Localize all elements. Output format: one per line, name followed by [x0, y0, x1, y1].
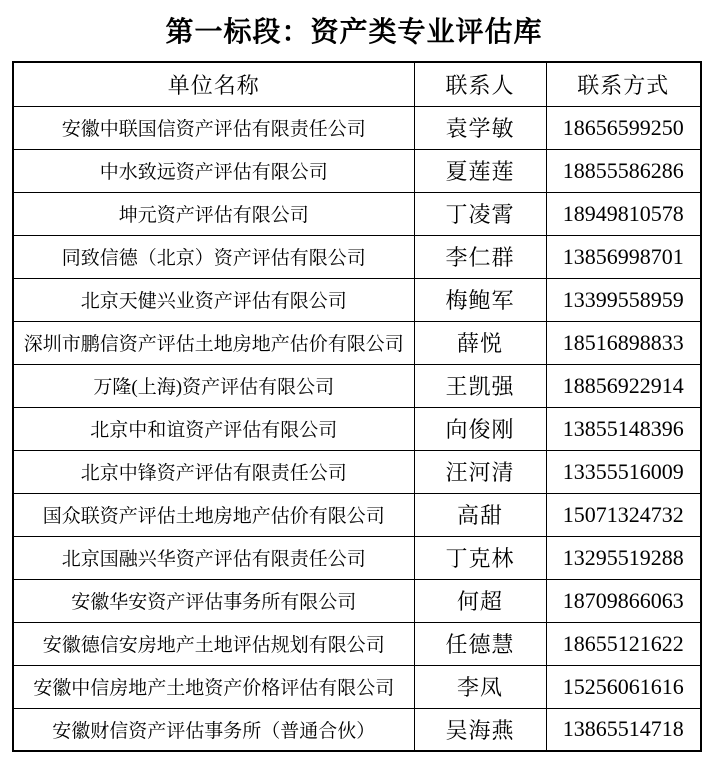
contact-person-cell: 夏莲莲: [414, 149, 546, 192]
phone-number-cell: 18656599250: [546, 106, 701, 149]
phone-number-cell: 18516898833: [546, 321, 701, 364]
table-row: [13, 450, 701, 493]
company-name-cell: 安徽华安资产评估事务所有限公司: [13, 579, 414, 622]
table-row: [13, 579, 701, 622]
table-row: [13, 278, 701, 321]
phone-number-cell: 18655121622: [546, 622, 701, 665]
table-row: [13, 106, 701, 149]
company-name-cell: 北京中和谊资产评估有限公司: [13, 407, 414, 450]
company-name-cell: 万隆(上海)资产评估有限公司: [13, 364, 414, 407]
table-row: [13, 407, 701, 450]
table-row: [13, 235, 701, 278]
phone-number-cell: 18709866063: [546, 579, 701, 622]
phone-number-cell: 13855148396: [546, 407, 701, 450]
table-row: [13, 536, 701, 579]
contact-person-cell: 王凯强: [414, 364, 546, 407]
page-title: 第一标段：资产类专业评估库: [165, 17, 543, 48]
table-header-row: [13, 62, 701, 106]
phone-number-cell: 15071324732: [546, 493, 701, 536]
contact-person-cell: 向俊刚: [414, 407, 546, 450]
company-name-cell: 坤元资产评估有限公司: [13, 192, 414, 235]
company-name-cell: 中水致远资产评估有限公司: [13, 149, 414, 192]
table-row: [13, 493, 701, 536]
company-name-cell: 安徽德信安房地产土地评估规划有限公司: [13, 622, 414, 665]
column-header-contact-person: 联系人: [414, 62, 546, 106]
contact-person-cell: 高甜: [414, 493, 546, 536]
contact-person-cell: 何超: [414, 579, 546, 622]
column-header-contact-method: 联系方式: [546, 62, 701, 106]
table-row: [13, 665, 701, 708]
table-body: [13, 106, 701, 751]
contact-person-cell: 薛悦: [414, 321, 546, 364]
table-row: [13, 192, 701, 235]
table-row: [13, 321, 701, 364]
contact-person-cell: 袁学敏: [414, 106, 546, 149]
contact-person-cell: 任德慧: [414, 622, 546, 665]
phone-number-cell: 13355516009: [546, 450, 701, 493]
phone-number-cell: 18856922914: [546, 364, 701, 407]
contact-person-cell: 李仁群: [414, 235, 546, 278]
phone-number-cell: 18855586286: [546, 149, 701, 192]
company-name-cell: 国众联资产评估土地房地产估价有限公司: [13, 493, 414, 536]
table-row: [13, 364, 701, 407]
company-name-cell: 北京天健兴业资产评估有限公司: [13, 278, 414, 321]
contact-person-cell: 汪河清: [414, 450, 546, 493]
contact-person-cell: 吴海燕: [414, 708, 546, 751]
column-header-company-name: 单位名称: [13, 62, 414, 106]
table-row: [13, 622, 701, 665]
company-name-cell: 深圳市鹏信资产评估土地房地产估价有限公司: [13, 321, 414, 364]
phone-number-cell: 13856998701: [546, 235, 701, 278]
company-name-cell: 北京国融兴华资产评估有限责任公司: [13, 536, 414, 579]
phone-number-cell: 13399558959: [546, 278, 701, 321]
contact-person-cell: 李凤: [414, 665, 546, 708]
company-name-cell: 安徽中信房地产土地资产价格评估有限公司: [13, 665, 414, 708]
table-row: [13, 708, 701, 751]
phone-number-cell: 18949810578: [546, 192, 701, 235]
evaluation-contacts-table: [12, 61, 702, 752]
table-row: [13, 149, 701, 192]
phone-number-cell: 15256061616: [546, 665, 701, 708]
company-name-cell: 同致信德（北京）资产评估有限公司: [13, 235, 414, 278]
phone-number-cell: 13865514718: [546, 708, 701, 751]
contact-person-cell: 丁凌霄: [414, 192, 546, 235]
contact-person-cell: 丁克林: [414, 536, 546, 579]
company-name-cell: 安徽中联国信资产评估有限责任公司: [13, 106, 414, 149]
company-name-cell: 北京中锋资产评估有限责任公司: [13, 450, 414, 493]
company-name-cell: 安徽财信资产评估事务所（普通合伙）: [13, 708, 414, 751]
phone-number-cell: 13295519288: [546, 536, 701, 579]
contact-person-cell: 梅鲍军: [414, 278, 546, 321]
